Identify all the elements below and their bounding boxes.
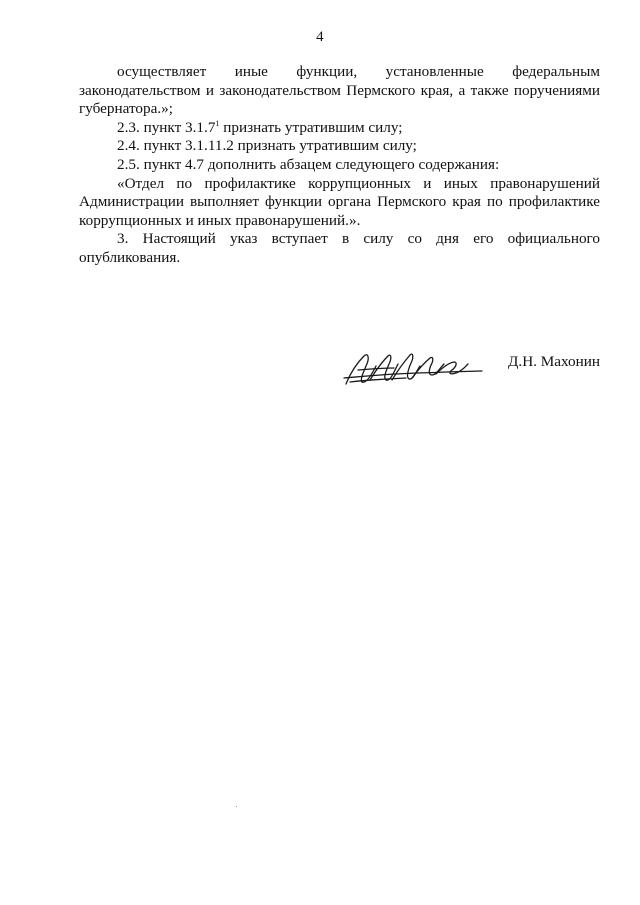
page-number: 4	[316, 29, 324, 45]
paragraph-3: 3. Настоящий указ вступает в силу со дня его официального опубликования.	[79, 230, 600, 266]
scan-artifact	[236, 806, 237, 807]
superscript-index: 1	[215, 118, 220, 128]
handwritten-signature	[336, 344, 486, 392]
paragraph-2-5: 2.5. пункт 4.7 дополнить абзацем следующего содержания:	[117, 155, 500, 173]
paragraph-continuation: осуществляет иные функции, установленные федеральным законодательством и законодательством Пермского края, а также поручениями губернатора.»;	[79, 63, 600, 118]
document-body	[79, 63, 600, 268]
paragraph-2-4: 2.4. пункт 3.1.11.2 признать утратившим силу;	[117, 137, 417, 155]
signature-block	[330, 338, 600, 398]
signer-name: Д.Н. Махонин	[508, 353, 600, 370]
paragraph-2-3	[79, 119, 600, 138]
paragraph-2-3-prefix: 2.3. пункт 3.1.7	[117, 118, 216, 136]
paragraph-2-3-suffix: признать утратившим силу;	[219, 118, 403, 136]
paragraph-quoted-addition: «Отдел по профилактике коррупционных и иных правонарушений Администрации выполняет функции органа Пермского края по профилактике коррупционных и иных правонарушений.».	[79, 174, 600, 229]
